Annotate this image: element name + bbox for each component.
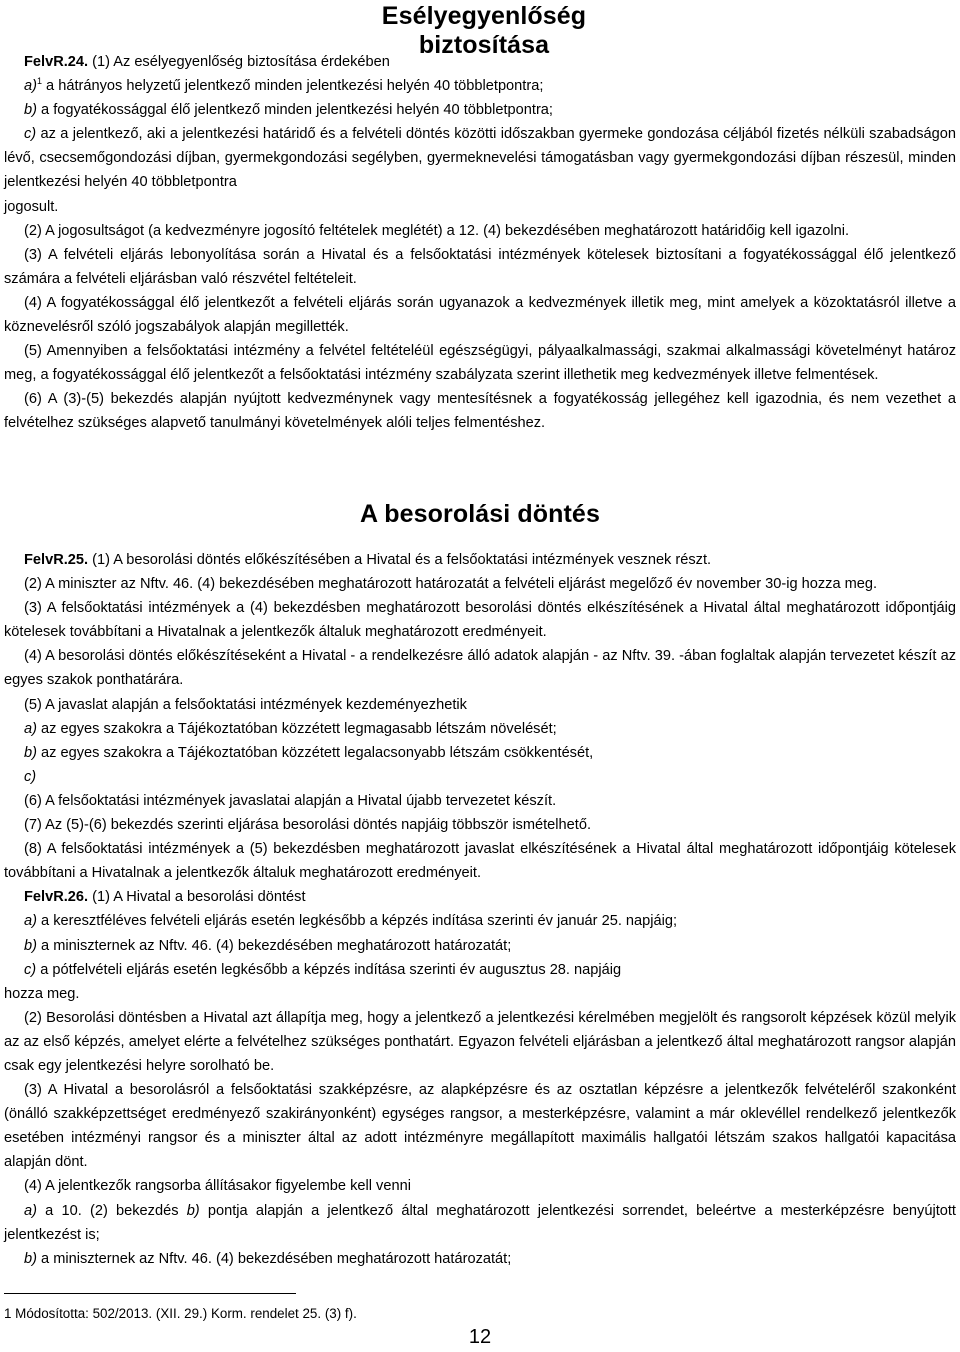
- paragraph-25-2: (2) A miniszter az Nftv. 46. (4) bekezdésében meghatározott határozatát a felvételi eljárást megelőző év november 30-ig hozza meg.: [24, 576, 878, 593]
- point-26-a: a) a keresztféléves felvételi eljárás esetén legkésőbb a képzés indítása szerinti év január 25. napjáig;: [24, 913, 678, 930]
- paragraph-26-4: (4) A jelentkezők rangsorba állításakor figyelembe kell venni: [24, 1178, 411, 1195]
- paragraph-24-1: FelvR.24. (1) Az esélyegyenlőség biztosítása érdekében: [24, 54, 390, 70]
- paragraph-25-7: (7) Az (5)-(6) bekezdés szerinti eljárása besorolási döntés napjáig többször ismételhető.: [24, 817, 592, 834]
- paragraph-24-2: (2) A jogosultságot (a kedvezményre jogosító feltételek meglétét) a 12. (4) bekezdésében meghatározott határidőig kell igazolni.: [24, 222, 850, 239]
- section-heading-classification-decision: A besorolási döntés: [360, 500, 600, 528]
- paragraph-24-4: (4) A fogyatékossággal élő jelentkezőt a felvételi eljárás során ugyanazok a kedvezmények illetik meg, mint amelyek a közoktatásról illetve a köznevelésről szóló jogszabályok alapján megillették.: [4, 294, 956, 336]
- point-24-c: c) az a jelentkező, aki a jelentkezési határidő és a felvételi döntés közötti időszakban gyermeke gondozása céljából fizetés nélküli szabadságon lévő, csecsemőgondozási díjban, gyermekgondozási segélyben, gyermeknevelési támogatásban vagy gyermekgondozási díjban részesül, minden jelentkezési helyén 40 többletpontra: [4, 126, 956, 191]
- paragraph-26-1-tail: hozza meg.: [4, 985, 80, 1002]
- section-felvr-25-26: [4, 548, 956, 1271]
- footnote-reference[interactable]: 1: [36, 76, 42, 87]
- footnote-separator: [4, 1293, 296, 1294]
- point-26-4-a: a) a 10. (2) bekezdés b) pontja alapján a jelentkező által meghatározott jelentkezési sorrendet, beleértve a mesterképzésre benyújtott jelentkezést is;: [4, 1202, 956, 1243]
- section-felvr-24: [4, 50, 956, 436]
- point-24-a: a)$^1$ a hátrányos helyzetű jelentkező minden jelentkezési helyén 40 többletpontra;: [24, 76, 544, 95]
- point-26-b: b) a miniszternek az Nftv. 46. (4) bekezdésében meghatározott határozatát;: [24, 937, 512, 954]
- paragraph-26-1: FelvR.26. (1) A Hivatal a besorolási döntést: [24, 889, 306, 906]
- section-heading-equal-opportunity: Esélyegyenlőség biztosítása: [381, 2, 587, 59]
- footnote: [4, 1304, 357, 1324]
- point-25-c: c): [24, 768, 37, 785]
- footnote-text: Módosította: 502/2013. (XII. 29.) Korm. rendelet 25. (3) f).: [11, 1306, 357, 1321]
- section-number: FelvR.25.: [24, 552, 89, 568]
- point-26-c: c) a pótfelvételi eljárás esetén legkésőbb a képzés indítása szerinti év augusztus 28. napjáig: [24, 961, 622, 978]
- paragraph-25-1: FelvR.25. (1) A besorolási döntés előkészítésében a Hivatal és a felsőoktatási intézmények vesznek részt.: [24, 552, 712, 568]
- point-24-b: b) a fogyatékossággal élő jelentkező minden jelentkezési helyén 40 többletpontra;: [24, 102, 553, 119]
- paragraph-26-3: (3) A Hivatal a besorolásról a felsőoktatási szakképzésre, az alapképzésre és az osztatlan képzésre a jelentkezők felvételéről szakonként (önálló szakképzettséget eredményező szakirányonként) egységes rangsor, a mesterképzésre, valamint a már oklevéllel rendelkező jelentkezők esetében intézményi rangsor és a miniszter által az adott intézményre megállapított maximális hallgatói létszám szakos hallgatói kapacitása alapján dönt.: [4, 1082, 956, 1171]
- document-page: [4, 0, 956, 1352]
- page-number: 12: [468, 1326, 492, 1348]
- section-number: FelvR.26.: [24, 889, 89, 906]
- paragraph-24-5: (5) Amennyiben a felsőoktatási intézmény a felvétel feltételéül egészségügyi, pályaalkalmassági, szakmai alkalmassági követelményt határoz meg, a fogyatékossággal élő jelentkezőt a felsőoktatási intézmény szabályzata szerint illethetik meg kedvezmények illetve felmentések.: [4, 343, 956, 384]
- paragraph-25-8: (8) A felsőoktatási intézmények a (5) bekezdésben meghatározott javaslat elkészítésének a Hivatal által meghatározott időpontjáig kötelesek továbbítani a Hivatalnak a jelentkezők általuk meghatározott eredményeit.: [4, 841, 956, 882]
- paragraph-24-1-tail: jogosult.: [4, 198, 59, 215]
- section-number: FelvR.24.: [24, 54, 89, 70]
- paragraph-26-2: (2) Besorolási döntésben a Hivatal azt állapítja meg, hogy a jelentkező a jelentkezési kérelmében megjelölt és rangsorolt képzések közül melyik az az első képzés, amelyet elérte a felvételhez szükséges ponthatárt. Egyazon felvételi eljárásban a jelentkező által meghatározott rangsor alapján csak egy jelentkezési helyre sorolható be.: [4, 1009, 956, 1074]
- point-26-4-b: b) a miniszternek az Nftv. 46. (4) bekezdésében meghatározott határozatát;: [24, 1250, 512, 1267]
- footnote-number: 1: [4, 1306, 12, 1321]
- point-25-a: a) az egyes szakokra a Tájékoztatóban közzétett legmagasabb létszám növelését;: [24, 720, 557, 737]
- paragraph-25-6: (6) A felsőoktatási intézmények javaslatai alapján a Hivatal újabb tervezetet készít.: [24, 792, 557, 809]
- paragraph-25-4: (4) A besorolási döntés előkészítéseként a Hivatal - a rendelkezésre álló adatok alapján - az Nftv. 39. -ában foglaltak alapján tervezetet készít az egyes szakok ponthatárára.: [4, 648, 956, 689]
- point-25-b: b) az egyes szakokra a Tájékoztatóban közzétett legalacsonyabb létszám csökkentését,: [24, 744, 594, 761]
- paragraph-25-5: (5) A javaslat alapján a felsőoktatási intézmények kezdeményezhetik: [24, 696, 467, 713]
- paragraph-24-6: (6) A (3)-(5) bekezdés alapján nyújtott kedvezménynek vagy mentesítésnek a fogyatékosság jellegéhez kell igazodnia, és nem vezethet a felvételhez szükséges alapvető tanulmányi követelmények alóli teljes felmentéshez.: [4, 391, 956, 432]
- paragraph-24-3: (3) A felvételi eljárás lebonyolítása során a Hivatal és a felsőoktatási intézmények kötelesek biztosítani a fogyatékossággal élő jelentkező számára a felvételi eljárásban való részvétel feltételeit.: [4, 246, 956, 287]
- paragraph-25-3: (3) A felsőoktatási intézmények a (4) bekezdésben meghatározott besorolási döntés elkészítésének a Hivatal által meghatározott időpontjáig kötelesek továbbítani a Hivatalnak a jelentkezők általuk meghatározott eredményeit.: [4, 600, 956, 641]
